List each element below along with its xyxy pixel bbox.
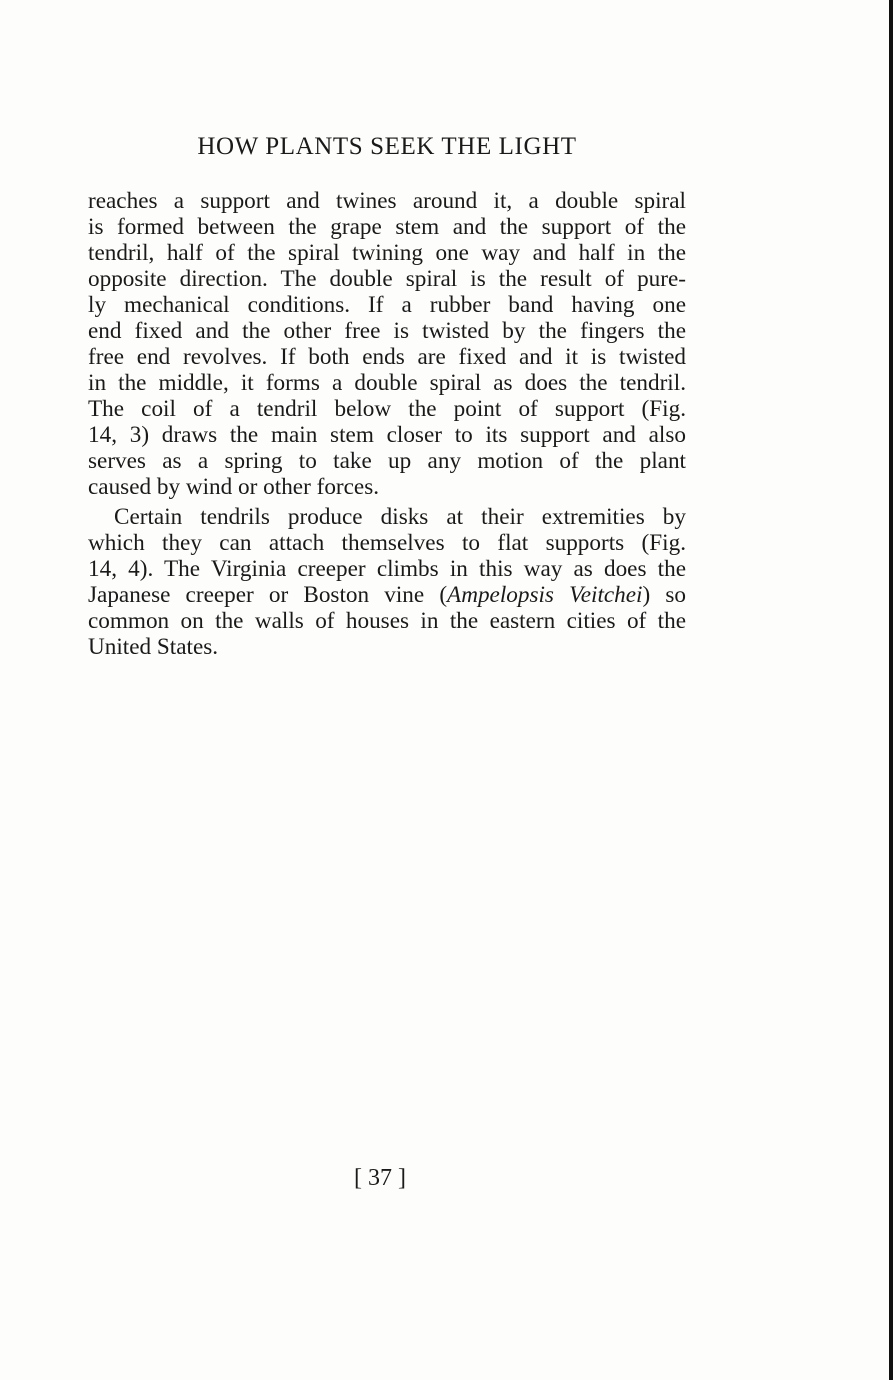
text-line: reaches a support and twines around it, a double spiral [88,188,686,214]
text-line: serves as a spring to take up any motion of the plant [88,448,686,474]
text-line: which they can attach themselves to flat supports (Fig. [88,530,686,556]
text-line: United States. [88,634,219,660]
text-line: The coil of a tendril below the point of support (Fig. [88,396,686,422]
text-line: free end revolves. If both ends are fixed and it is twisted [88,344,686,370]
text-line: opposite direction. The double spiral is the result of pure- [88,266,686,292]
paragraph-2 [88,504,686,660]
text-line: Certain tendrils produce disks at their extremities by [114,504,686,530]
text-line: 14, 4). The Virginia creeper climbs in this way as does the [88,556,686,582]
paragraph-1 [88,188,686,500]
running-head: HOW PLANTS SEEK THE LIGHT [197,133,577,160]
text-line-with-italic [88,582,686,608]
page-edge-shadow [889,0,893,1380]
text-line: is formed between the grape stem and the support of the [88,214,686,240]
text-line: in the middle, it forms a double spiral as does the tendril. [88,370,686,396]
text-segment: ) so [642,582,687,608]
text-line: 14, 3) draws the main stem closer to its support and also [88,422,686,448]
text-line: tendril, half of the spiral twining one way and half in the [88,240,686,266]
text-line: caused by wind or other forces. [88,474,380,500]
text-line: ly mechanical conditions. If a rubber band having one [88,292,686,318]
text-line: end fixed and the other free is twisted by the fingers the [88,318,686,344]
text-segment: Japanese creeper or Boston vine ( [88,582,448,608]
species-name: Ampelopsis Veitchei [447,582,643,608]
page-number: [ 37 ] [354,1165,406,1191]
text-line: common on the walls of houses in the eastern cities of the [88,608,686,634]
body-text [88,188,686,660]
